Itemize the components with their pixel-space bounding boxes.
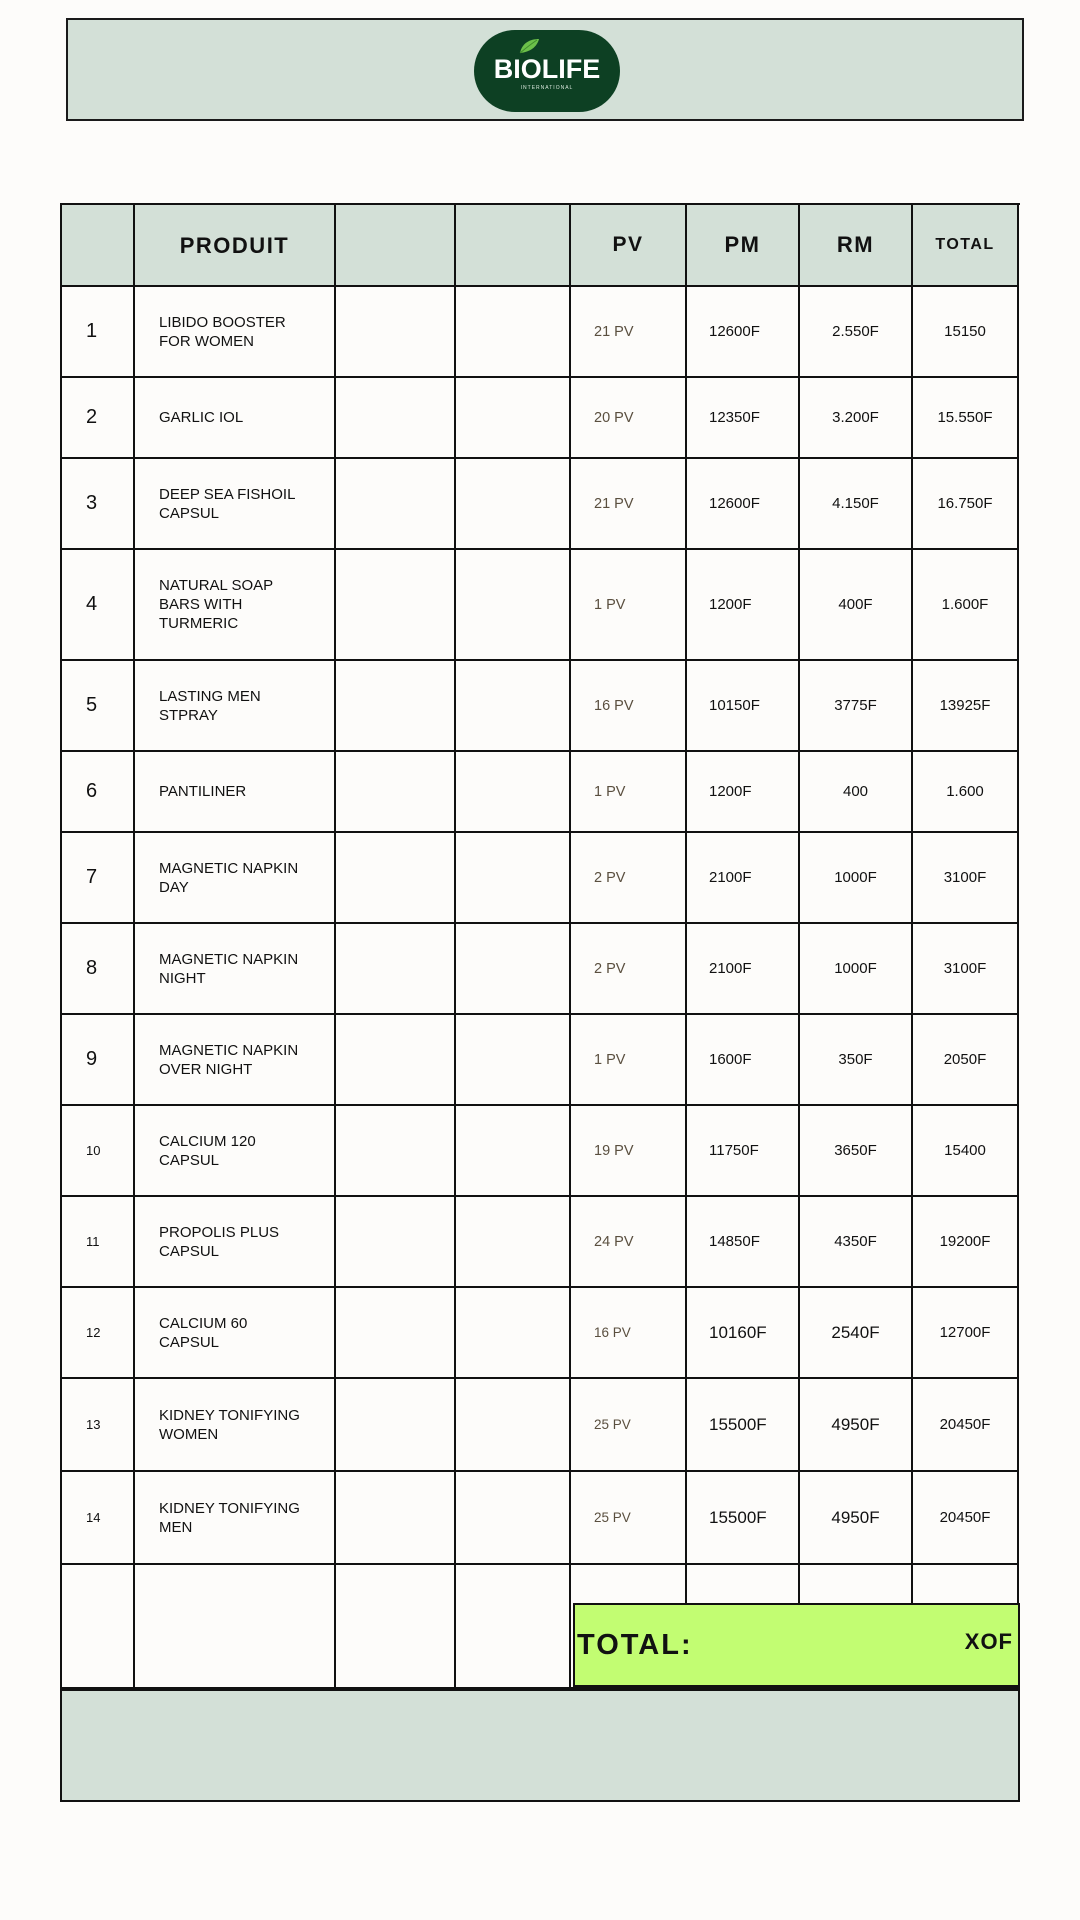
blank-cell: [336, 1565, 456, 1689]
pv-value: 25 PV: [571, 1379, 687, 1472]
total-value: 20450F: [913, 1472, 1019, 1565]
rm-value: 4950F: [800, 1379, 913, 1472]
blank-cell: [60, 1565, 135, 1689]
column-header-pm: PM: [687, 205, 800, 287]
table-row: [60, 1379, 1020, 1472]
pm-value: 10150F: [687, 661, 800, 752]
row-number: 8: [60, 924, 135, 1015]
blank-cell: [336, 1015, 456, 1106]
total-value: 16.750F: [913, 459, 1019, 550]
product-name: PROPOLIS PLUS CAPSUL: [135, 1197, 336, 1288]
total-value: 15.550F: [913, 378, 1019, 459]
row-number: 6: [60, 752, 135, 833]
pv-value: 21 PV: [571, 459, 687, 550]
pv-value: 25 PV: [571, 1472, 687, 1565]
pm-value: 12600F: [687, 287, 800, 378]
blank-cell: [336, 1379, 456, 1472]
pv-value: 16 PV: [571, 661, 687, 752]
blank-cell: [456, 1288, 571, 1379]
blank-cell: [336, 287, 456, 378]
pv-value: 1 PV: [571, 752, 687, 833]
blank-cell: [456, 1472, 571, 1565]
blank-cell: [456, 378, 571, 459]
row-number: 4: [60, 550, 135, 661]
pm-value: 1200F: [687, 550, 800, 661]
blank-cell: [456, 752, 571, 833]
row-number: 3: [60, 459, 135, 550]
total-value: 20450F: [913, 1379, 1019, 1472]
blank-cell: [336, 833, 456, 924]
rm-value: 3775F: [800, 661, 913, 752]
product-name: NATURAL SOAP BARS WITH TURMERIC: [135, 550, 336, 661]
blank-cell: [456, 661, 571, 752]
product-name: MAGNETIC NAPKIN DAY: [135, 833, 336, 924]
pm-value: 12600F: [687, 459, 800, 550]
column-header-pv: PV: [571, 205, 687, 287]
pm-value: 12350F: [687, 378, 800, 459]
blank-cell: [336, 1472, 456, 1565]
pm-value: 2100F: [687, 833, 800, 924]
total-value: 19200F: [913, 1197, 1019, 1288]
row-number: 2: [60, 378, 135, 459]
biolife-logo: [474, 30, 620, 112]
blank-cell: [456, 1197, 571, 1288]
blank-cell: [336, 1106, 456, 1197]
blank-cell: [456, 1379, 571, 1472]
rm-value: 2.550F: [800, 287, 913, 378]
row-number: 12: [60, 1288, 135, 1379]
pv-value: 2 PV: [571, 924, 687, 1015]
column-header-blank-1: [336, 205, 456, 287]
grand-total-box: [573, 1603, 1020, 1689]
total-currency: XOF: [964, 1629, 1013, 1654]
pv-value: 2 PV: [571, 833, 687, 924]
table-row: [60, 924, 1020, 1015]
product-name: CALCIUM 120 CAPSUL: [135, 1106, 336, 1197]
column-header-rm: RM: [800, 205, 913, 287]
row-number: 13: [60, 1379, 135, 1472]
total-value: 1.600: [913, 752, 1019, 833]
product-name: MAGNETIC NAPKIN OVER NIGHT: [135, 1015, 336, 1106]
product-name: GARLIC IOL: [135, 378, 336, 459]
column-header-total: TOTAL: [913, 205, 1019, 287]
table-row: [60, 1197, 1020, 1288]
blank-cell: [456, 1106, 571, 1197]
table-header-row: [60, 203, 1020, 287]
row-number: 9: [60, 1015, 135, 1106]
row-number: 10: [60, 1106, 135, 1197]
blank-cell: [336, 459, 456, 550]
table-row: [60, 752, 1020, 833]
blank-cell: [336, 550, 456, 661]
column-header-number: [60, 205, 135, 287]
rm-value: 1000F: [800, 924, 913, 1015]
product-name: KIDNEY TONIFYING MEN: [135, 1472, 336, 1565]
pv-value: 1 PV: [571, 550, 687, 661]
total-label: TOTAL:: [577, 1629, 693, 1661]
total-value: 1.600F: [913, 550, 1019, 661]
table-row: [60, 459, 1020, 550]
table-row: [60, 378, 1020, 459]
rm-value: 400F: [800, 550, 913, 661]
total-value: 15150: [913, 287, 1019, 378]
row-number: 5: [60, 661, 135, 752]
logo-subtitle: INTERNATIONAL: [520, 85, 574, 91]
table-row: [60, 550, 1020, 661]
product-name: DEEP SEA FISHOIL CAPSUL: [135, 459, 336, 550]
pv-value: 16 PV: [571, 1288, 687, 1379]
blank-cell: [336, 1197, 456, 1288]
table-row: [60, 833, 1020, 924]
row-number: 11: [60, 1197, 135, 1288]
pv-value: 1 PV: [571, 1015, 687, 1106]
table-row: [60, 287, 1020, 378]
total-value: 13925F: [913, 661, 1019, 752]
pm-value: 1200F: [687, 752, 800, 833]
product-name: CALCIUM 60 CAPSUL: [135, 1288, 336, 1379]
table-row: [60, 1015, 1020, 1106]
row-number: 14: [60, 1472, 135, 1565]
rm-value: 4950F: [800, 1472, 913, 1565]
product-name: LASTING MEN STPRAY: [135, 661, 336, 752]
table-row: [60, 661, 1020, 752]
rm-value: 3.200F: [800, 378, 913, 459]
rm-value: 2540F: [800, 1288, 913, 1379]
blank-cell: [336, 1288, 456, 1379]
table-row: [60, 1288, 1020, 1379]
product-name: LIBIDO BOOSTER FOR WOMEN: [135, 287, 336, 378]
logo-brand: BIOLIFE: [493, 54, 601, 84]
blank-cell: [456, 1565, 571, 1689]
pm-value: 2100F: [687, 924, 800, 1015]
total-value: 3100F: [913, 924, 1019, 1015]
product-name: MAGNETIC NAPKIN NIGHT: [135, 924, 336, 1015]
pv-value: 24 PV: [571, 1197, 687, 1288]
footer-band: [60, 1689, 1020, 1802]
blank-cell: [456, 459, 571, 550]
rm-value: 4350F: [800, 1197, 913, 1288]
total-value: 12700F: [913, 1288, 1019, 1379]
pm-value: 15500F: [687, 1472, 800, 1565]
blank-cell: [456, 550, 571, 661]
pv-value: 19 PV: [571, 1106, 687, 1197]
rm-value: 350F: [800, 1015, 913, 1106]
blank-cell: [135, 1565, 336, 1689]
rm-value: 1000F: [800, 833, 913, 924]
leaf-icon: [518, 38, 540, 54]
pm-value: 15500F: [687, 1379, 800, 1472]
blank-cell: [336, 752, 456, 833]
pm-value: 1600F: [687, 1015, 800, 1106]
total-value: 2050F: [913, 1015, 1019, 1106]
blank-cell: [456, 287, 571, 378]
row-number: 1: [60, 287, 135, 378]
column-header-produit: PRODUIT: [135, 205, 336, 287]
row-number: 7: [60, 833, 135, 924]
pv-value: 20 PV: [571, 378, 687, 459]
blank-cell: [456, 1015, 571, 1106]
pm-value: 14850F: [687, 1197, 800, 1288]
column-header-blank-2: [456, 205, 571, 287]
total-value: 3100F: [913, 833, 1019, 924]
blank-cell: [336, 661, 456, 752]
blank-cell: [456, 833, 571, 924]
blank-cell: [456, 924, 571, 1015]
rm-value: 3650F: [800, 1106, 913, 1197]
product-name: PANTILINER: [135, 752, 336, 833]
rm-value: 400: [800, 752, 913, 833]
pm-value: 10160F: [687, 1288, 800, 1379]
pm-value: 11750F: [687, 1106, 800, 1197]
blank-cell: [336, 378, 456, 459]
table-row: [60, 1472, 1020, 1565]
pv-value: 21 PV: [571, 287, 687, 378]
product-name: KIDNEY TONIFYING WOMEN: [135, 1379, 336, 1472]
table-row: [60, 1106, 1020, 1197]
blank-cell: [336, 924, 456, 1015]
total-value: 15400: [913, 1106, 1019, 1197]
rm-value: 4.150F: [800, 459, 913, 550]
